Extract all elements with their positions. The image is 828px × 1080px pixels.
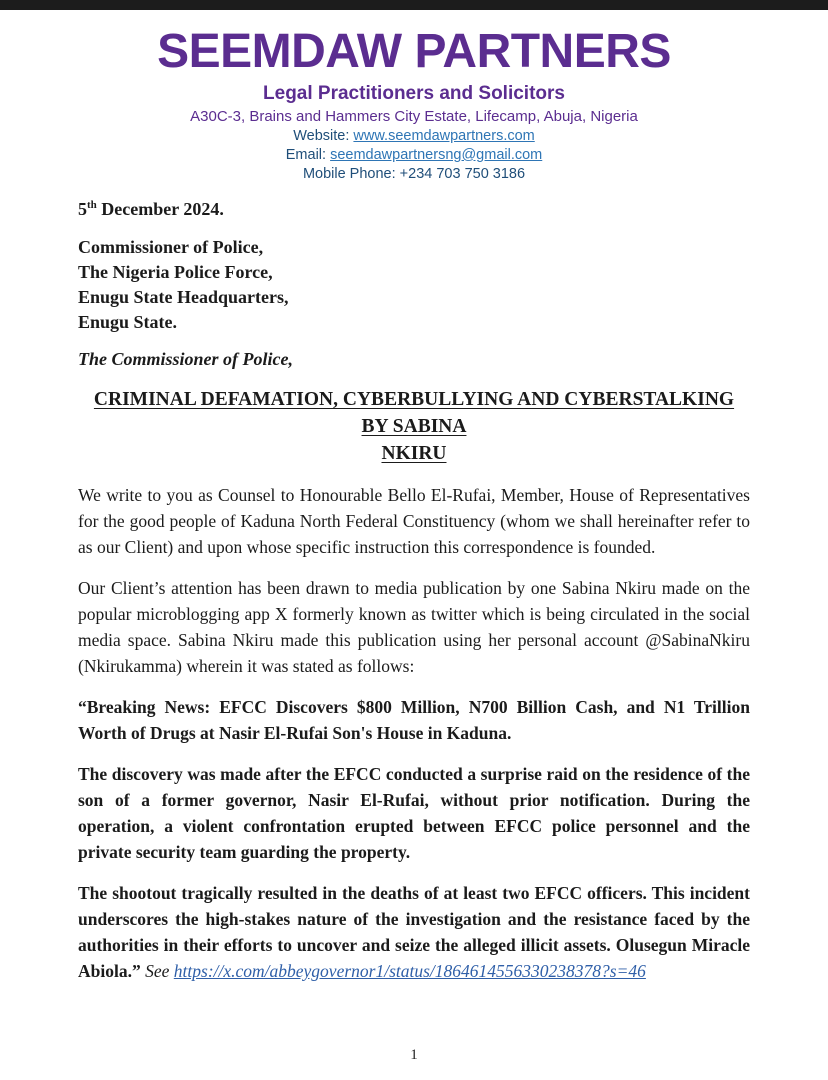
recipient-line: The Nigeria Police Force, xyxy=(78,261,273,282)
letterhead xyxy=(0,0,828,182)
date-day: 5 xyxy=(78,198,87,219)
email-label: Email: xyxy=(285,146,331,163)
quote-text: The shootout tragically resulted in the deaths of at least two EFCC officers. This incident underscores the high-stakes nature of the investigation and the resistance faced by the authorities in their efforts to uncover and seize the alleged illicit assets. Olusegun Miracle Abiola.” xyxy=(78,882,750,981)
salutation: The Commissioner of Police, xyxy=(78,348,293,369)
quote-paragraph-discovery: The discovery was made after the EFCC conducted a surprise raid on the residence of the son of a former governor, Nasir El-Rufai, without prior notification. During the operation, a violent confrontation erupted between EFCC police personnel and the private security team guarding the property. xyxy=(78,763,750,862)
subject-line: NKIRU xyxy=(381,442,447,464)
letter-body xyxy=(0,199,828,984)
website-line xyxy=(0,128,828,144)
website-label: Website: xyxy=(293,127,354,144)
date-ordinal-suffix: th xyxy=(87,198,97,211)
tweet-link[interactable]: https://x.com/abbeygovernor1/status/1864614556330238378?s=46 xyxy=(173,960,646,981)
firm-tagline: Legal Practitioners and Solicitors xyxy=(263,82,565,104)
website-link[interactable]: www.seemdawpartners.com xyxy=(353,127,535,144)
paragraph-intro: We write to you as Counsel to Honourable Bello El-Rufai, Member, House of Representatives for the good people of Kaduna North Federal Constituency (whom we shall hereinafter refer to as our Client) and upon whose specific instruction this correspondence is founded. xyxy=(78,484,750,557)
top-border-bar xyxy=(0,0,828,10)
date-line xyxy=(78,199,750,220)
firm-name: SEEMDAW PARTNERS xyxy=(157,25,671,78)
quote-paragraph-shootout xyxy=(78,880,750,984)
paragraph-publication: Our Client’s attention has been drawn to media publication by one Sabina Nkiru made on the popular microblogging app X formerly known as twitter which is being circulated in the social media space. Sabina Nkiru made this publication using her personal account @SabinaNkiru (Nkirukamma) wherein it was stated as follows: xyxy=(78,577,750,676)
recipient-line: Enugu State. xyxy=(78,311,178,332)
subject-line: CRIMINAL DEFAMATION, CYBERBULLYING AND CYBERSTALKING BY SABINA xyxy=(93,388,735,437)
subject-heading xyxy=(78,386,750,467)
recipient-line: Enugu State Headquarters, xyxy=(78,286,289,307)
firm-address: A30C-3, Brains and Hammers City Estate, Lifecamp, Abuja, Nigeria xyxy=(190,107,638,125)
phone-line: Mobile Phone: +234 703 750 3186 xyxy=(302,165,526,182)
page-number: 1 xyxy=(410,1047,418,1063)
see-reference: See xyxy=(145,960,170,981)
recipient-block xyxy=(78,235,750,335)
date-rest: December 2024. xyxy=(96,198,224,219)
email-link[interactable]: seemdawpartnersng@gmail.com xyxy=(330,146,543,163)
email-line xyxy=(0,147,828,163)
recipient-line: Commissioner of Police, xyxy=(78,236,264,257)
quote-paragraph-breaking-news: “Breaking News: EFCC Discovers $800 Million, N700 Billion Cash, and N1 Trillion Worth of Drugs at Nasir El-Rufai Son's House in Kaduna. xyxy=(78,696,750,743)
